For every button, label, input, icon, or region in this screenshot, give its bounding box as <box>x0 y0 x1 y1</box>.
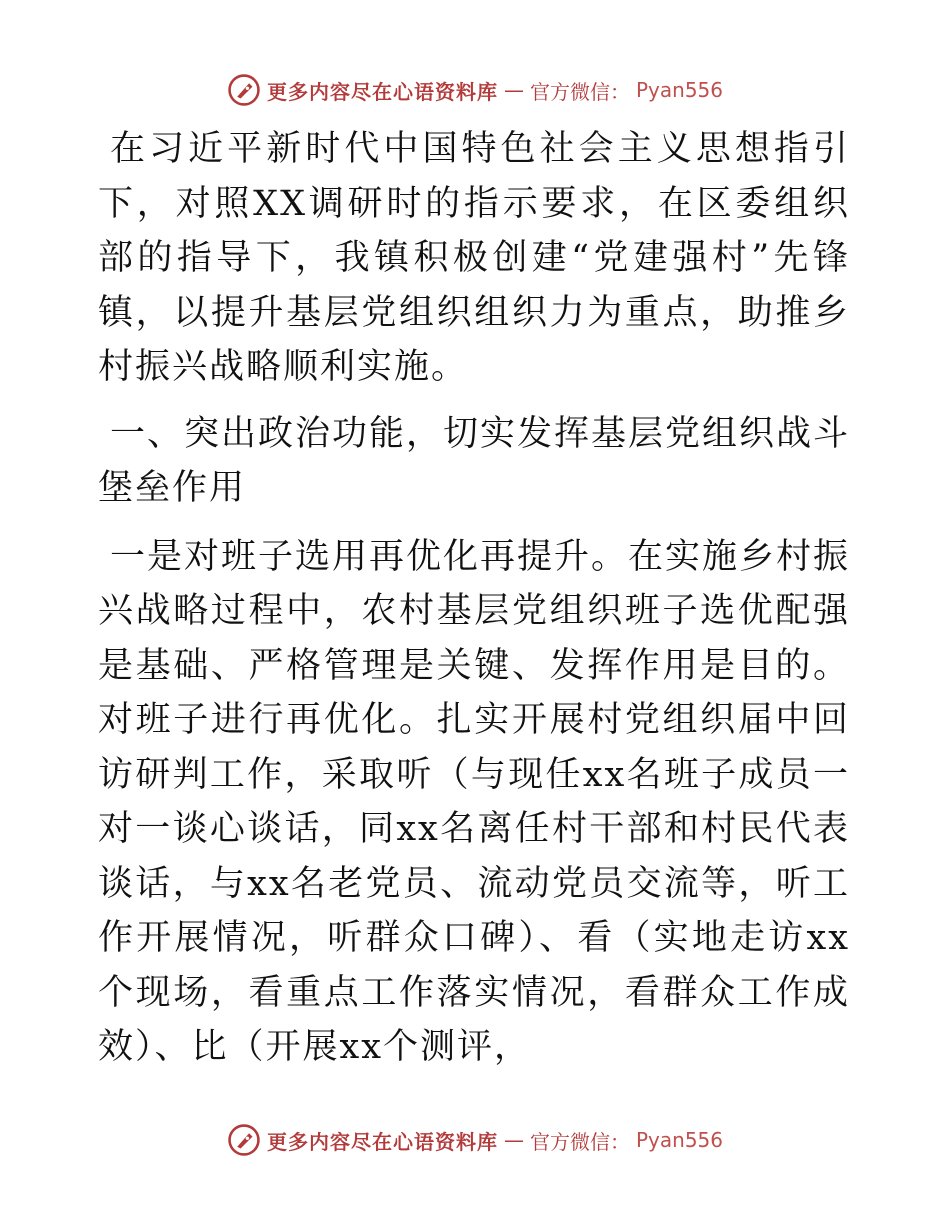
watermark-wechat-id: Pyan556 <box>635 78 723 102</box>
document-body <box>98 122 850 1087</box>
watermark-brand: 更多内容尽在心语资料库 <box>266 1129 498 1154</box>
header-watermark <box>0 70 950 110</box>
pen-nib-logo-icon <box>227 73 261 107</box>
section-heading: 一、突出政治功能，切实发挥基层党组织战斗堡垒作用 <box>98 413 851 508</box>
pen-nib-logo-icon <box>227 1123 261 1157</box>
watermark-wechat-label: 官方微信： <box>529 79 630 104</box>
intro-paragraph: 在习近平新时代中国特色社会主义思想指引下，对照XX调研时的指示要求，在区委组织部的指导下，我镇积极创建“党建强村”先锋镇，以提升基层党组织组织力为重点，助推乡村振兴战略顺利实施。 <box>98 129 850 387</box>
watermark-brand: 更多内容尽在心语资料库 <box>266 79 498 104</box>
footer-watermark <box>0 1120 950 1160</box>
body-paragraph: 一是对班子选用再优化再提升。在实施乡村振兴战略过程中，农村基层党组织班子选优配强是基础、严格管理是关键、发挥作用是目的。对班子进行再优化。扎实开展村党组织届中回访研判工作，采取听（与现任xx名班子成员一对一谈心谈话，同xx名离任村干部和村民代表谈话，与xx名老党员、流动党员交流等，听工作开展情况，听群众口碑）、看（实地走访xx个现场，看重点工作落实情况，看群众工作成效）、比（开展xx个测评， <box>98 536 851 1067</box>
watermark-separator: — <box>503 78 524 102</box>
watermark-wechat-label: 官方微信： <box>529 1129 630 1154</box>
watermark-separator: — <box>503 1128 524 1152</box>
watermark-wechat-id: Pyan556 <box>635 1128 723 1152</box>
